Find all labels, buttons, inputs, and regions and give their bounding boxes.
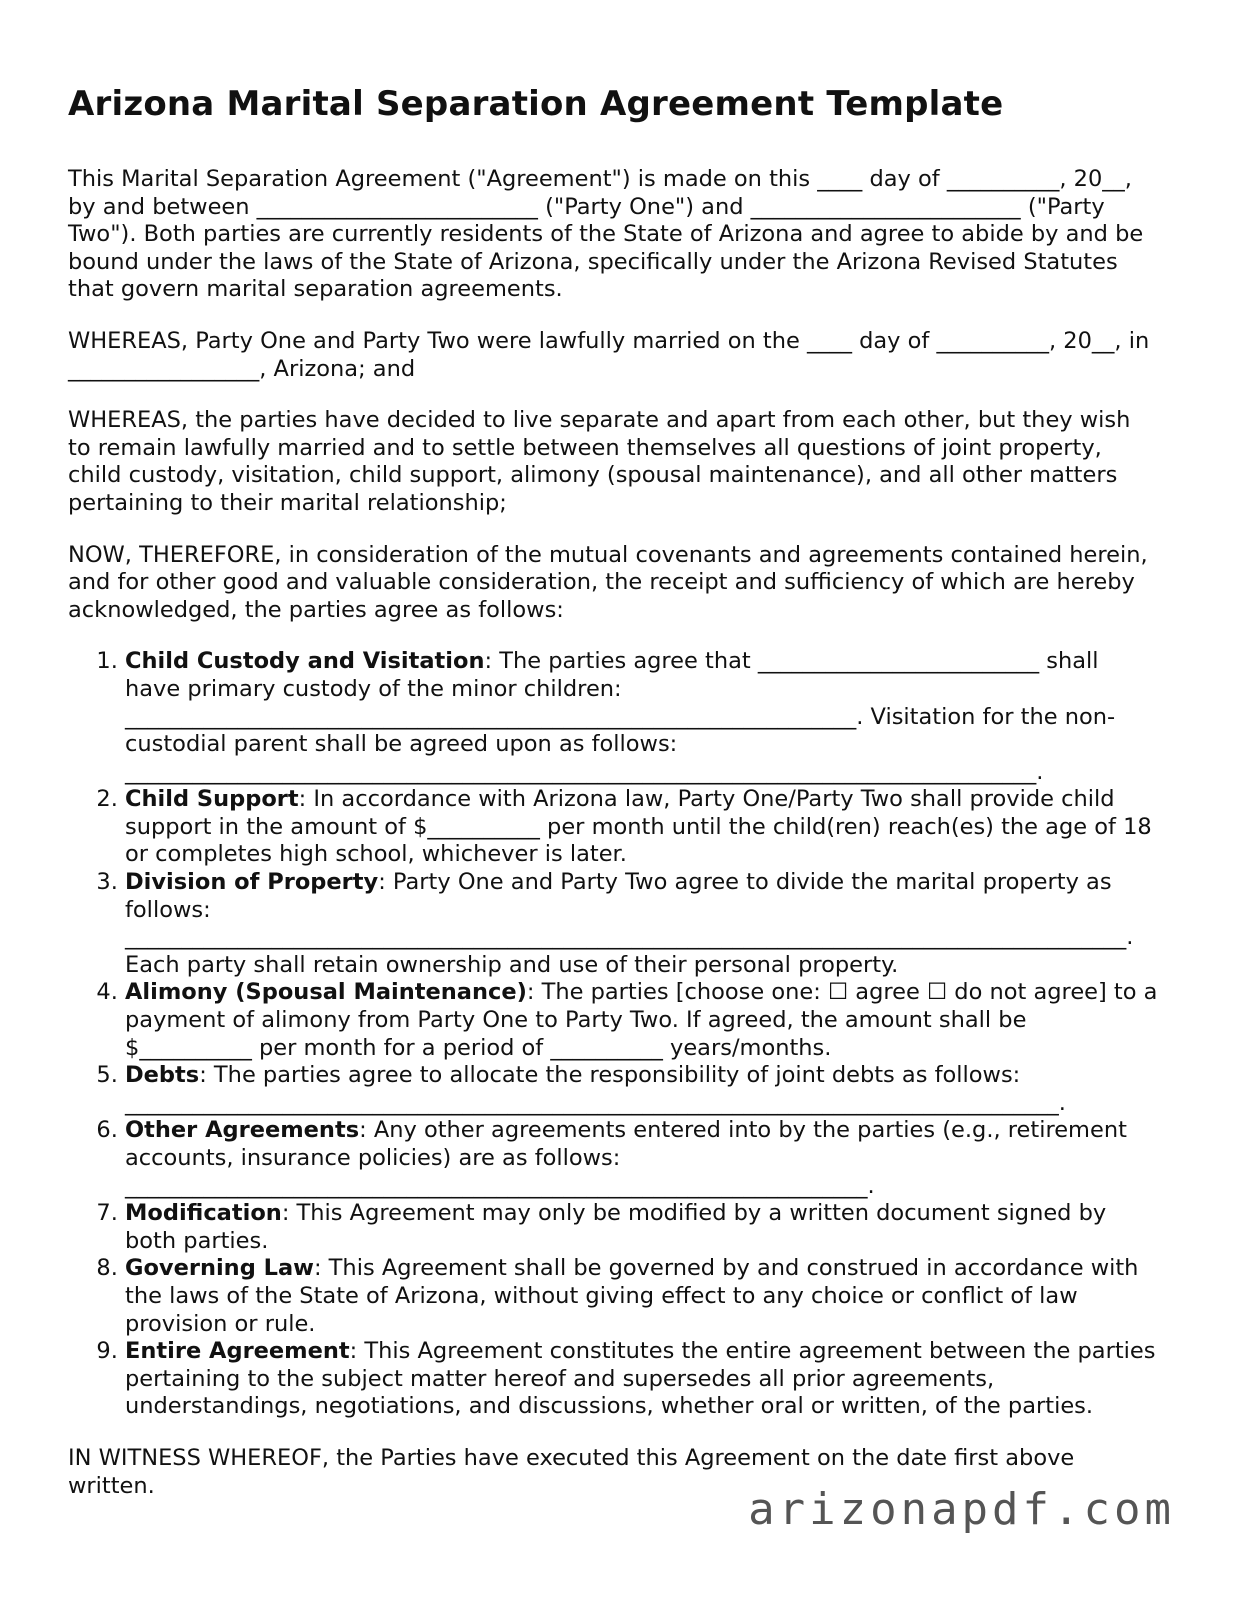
- term-item-entire-agreement: [125, 1338, 1158, 1421]
- term-text: : This Agreement shall be governed by and construed in accordance with the laws of the State of Arizona, without giving effect to any choice or conflict of law provision or rule.: [125, 1255, 1139, 1337]
- whereas-marriage-paragraph: WHEREAS, Party One and Party Two were lawfully married on the ____ day of __________, 20__, in _________________, Arizona; and: [68, 327, 1150, 382]
- term-text: : The parties agree that _________________________ shall have primary custody of the minor children: _________________________________________________________________. Visitation for the non-custodial parent shall be agreed upon as follows: _________________________________________________________________________________.: [125, 648, 1116, 785]
- term-title: Other Agreements: [125, 1117, 360, 1144]
- term-title: Governing Law: [125, 1255, 314, 1282]
- term-item-child-support: [125, 786, 1158, 869]
- document-title: Arizona Marital Separation Agreement Template: [68, 84, 1004, 124]
- term-title: Child Custody and Visitation: [125, 648, 485, 675]
- term-item-alimony: [125, 979, 1158, 1062]
- term-item-division-of-property: [125, 869, 1158, 979]
- document-page: [68, 82, 1158, 1500]
- terms-list: [68, 648, 1158, 1421]
- term-item-child-custody: [125, 648, 1158, 786]
- term-text: : This Agreement may only be modified by a written document signed by both parties.: [125, 1200, 1107, 1254]
- term-item-modification: [125, 1200, 1158, 1255]
- now-therefore-paragraph: NOW, THEREFORE, in consideration of the mutual covenants and agreements contained herein, and for other good and valuable consideration, the receipt and sufficiency of which are hereby acknowledged, the parties agree as follows:: [68, 541, 1148, 623]
- intro-paragraph: This Marital Separation Agreement ("Agreement") is made on this ____ day of __________, 20__, by and between _________________________ ("Party One") and ________________________ ("Party Two"). Both parties are currently residents of the State of Arizona and agree to abide by and be bound under the laws of the State of Arizona, specifically under the Arizona Revised Statutes that govern marital separation agreements.: [68, 166, 1144, 303]
- term-text: : In accordance with Arizona law, Party One/Party Two shall provide child support in the amount of $__________ per month until the child(ren) reach(es) the age of 18 or completes high school, whichever is later.: [125, 786, 1152, 868]
- term-text: : Any other agreements entered into by the parties (e.g., retirement accounts, insurance policies) are as follows: __________________________________________________________________.: [125, 1117, 1127, 1199]
- term-text: : This Agreement constitutes the entire agreement between the parties pertaining to the subject matter hereof and supersedes all prior agreements, understandings, negotiations, and discussions, whether oral or written, of the parties.: [125, 1338, 1156, 1420]
- term-title: Modification: [125, 1200, 282, 1227]
- term-text: : The parties [choose one: ☐ agree ☐ do not agree] to a payment of alimony from Party One to Party Two. If agreed, the amount shall be $__________ per month for a period of __________ years/months.: [125, 979, 1158, 1061]
- term-title: Division of Property: [125, 869, 379, 896]
- term-item-other-agreements: [125, 1117, 1158, 1200]
- term-title: Alimony (Spousal Maintenance): [125, 979, 527, 1006]
- term-item-debts: [125, 1062, 1158, 1117]
- term-text: : Party One and Party Two agree to divide the marital property as follows: _________________________________________________________________________________________. Each party shall retain ownership and use of their personal property.: [125, 869, 1134, 978]
- term-title: Entire Agreement: [125, 1338, 350, 1365]
- term-item-governing-law: [125, 1255, 1158, 1338]
- term-text: : The parties agree to allocate the responsibility of joint debts as follows: ___________________________________________________________________________________.: [125, 1062, 1066, 1116]
- witness-paragraph: IN WITNESS WHEREOF, the Parties have executed this Agreement on the date first above written.: [68, 1444, 1075, 1499]
- whereas-separation-paragraph: WHEREAS, the parties have decided to live separate and apart from each other, but they wish to remain lawfully married and to settle between themselves all questions of joint property, child custody, visitation, child support, alimony (spousal maintenance), and all other matters pertaining to their marital relationship;: [68, 407, 1131, 516]
- watermark-logo: arizonapdf.com: [748, 1484, 1175, 1535]
- term-title: Child Support: [125, 786, 299, 813]
- term-title: Debts: [125, 1062, 200, 1089]
